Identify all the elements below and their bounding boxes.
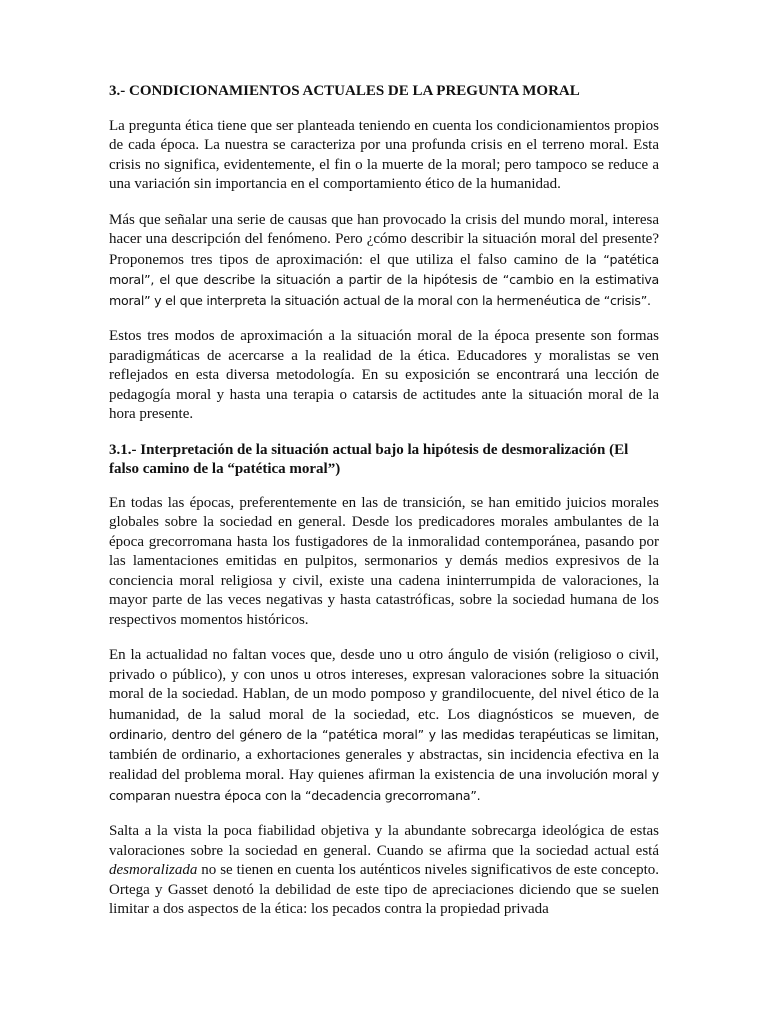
paragraph-3: Estos tres modos de aproximación a la situación moral de la época presente son formas paradigmáticas de acercarse a la realidad de la ética. Educadores y moralistas se ven reflejados en esta diversa metodología. En su exposición se encontrará una lección de pedagogía moral y hasta una terapia o catarsis de actitudes ante la situación moral de la hora presente. [109,328,659,422]
paragraph-6 [109,822,659,920]
paragraph-6-text-b: no se tienen en cuenta los auténticos niveles significativos de este concepto. Ortega y Gasset denotó la debilidad de este tipo de apreciaciones diciendo que se suelen limitar a dos aspectos de la ética: los pecados contra la propiedad privada [109,862,659,917]
subsection-heading: 3.1.- Interpretación de la situación actual bajo la hipótesis de desmoralización (El falso camino de la “patética moral”) [109,441,629,477]
paragraph-6-text-a: Salta a la vista la poca fiabilidad objetiva y la abundante sobrecarga ideológica de estas valoraciones sobre la sociedad en general. Cuando se afirma que la sociedad actual está [109,823,659,859]
paragraph-4: En todas las épocas, preferentemente en las de transición, se han emitido juicios morales globales sobre la sociedad en general. Desde los predicadores morales ambulantes de la época grecorromana hasta los fustigadores de la inmoralidad contemporánea, pasando por las lamentaciones emitidas en pulpitos, sermonarios y demás medios expresivos de la conciencia moral religiosa y civil, existe una cadena ininterrumpida de valoraciones, la mayor parte de las veces negativas y hasta catastróficas, sobre la sociedad humana de los respectivos momentos históricos. [109,494,659,628]
paragraph-2 [109,211,659,312]
paragraph-5-sans-text-b: mueven, de ordinario, dentro del género de la “patética moral” y las medidas [109,706,659,742]
paragraph-5-text-c: terapéuticas se limitan, también de ordinario, a exhortaciones generales y abstractas, sin incidencia efectiva en la realidad del problema moral. Hay quienes afirman la existencia [109,727,659,783]
section-heading: 3.- CONDICIONAMIENTOS ACTUALES DE LA PREGUNTA MORAL [109,83,580,99]
document-page [109,82,659,936]
paragraph-5-sans-text-d: de una involución moral y comparan nuestra época con la “decadencia grecorromana”. [109,767,659,803]
paragraph-2-text: Más que señalar una serie de causas que han provocado la crisis del mundo moral, interesa hacer una descripción del fenómeno. Pero ¿cómo describir la situación moral del presente? Proponemos tres tipos de aproximación: el que utiliza el falso camino de [109,211,659,268]
paragraph-2-sans-text: la “patética moral”, el que describe la situación a partir de la hipótesis de “cambio en la estimativa moral” y el que interpreta la situación actual de la moral con la hermenéutica de “crisis”. [109,251,659,308]
paragraph-1: La pregunta ética tiene que ser planteada teniendo en cuenta los condicionamientos propios de cada época. La nuestra se caracteriza por una profunda crisis en el terreno moral. Esta crisis no significa, evidentemente, el fin o la muerte de la moral; pero tampoco se reduce a una variación sin importancia en el comportamiento ético de la humanidad. [109,117,659,192]
paragraph-5 [109,646,659,806]
paragraph-6-emphasis: desmoralizada [109,862,198,878]
paragraph-5-text-a: En la actualidad no faltan voces que, desde uno u otro ángulo de visión (religioso o civil, privado o público), y con unos u otros intereses, expresan valoraciones sobre la situación moral de la sociedad. Hablan, de un modo pomposo y grandilocuente, del nivel ético de la humanidad, de la salud moral de la sociedad, etc. Los diagnósticos se [109,647,659,723]
